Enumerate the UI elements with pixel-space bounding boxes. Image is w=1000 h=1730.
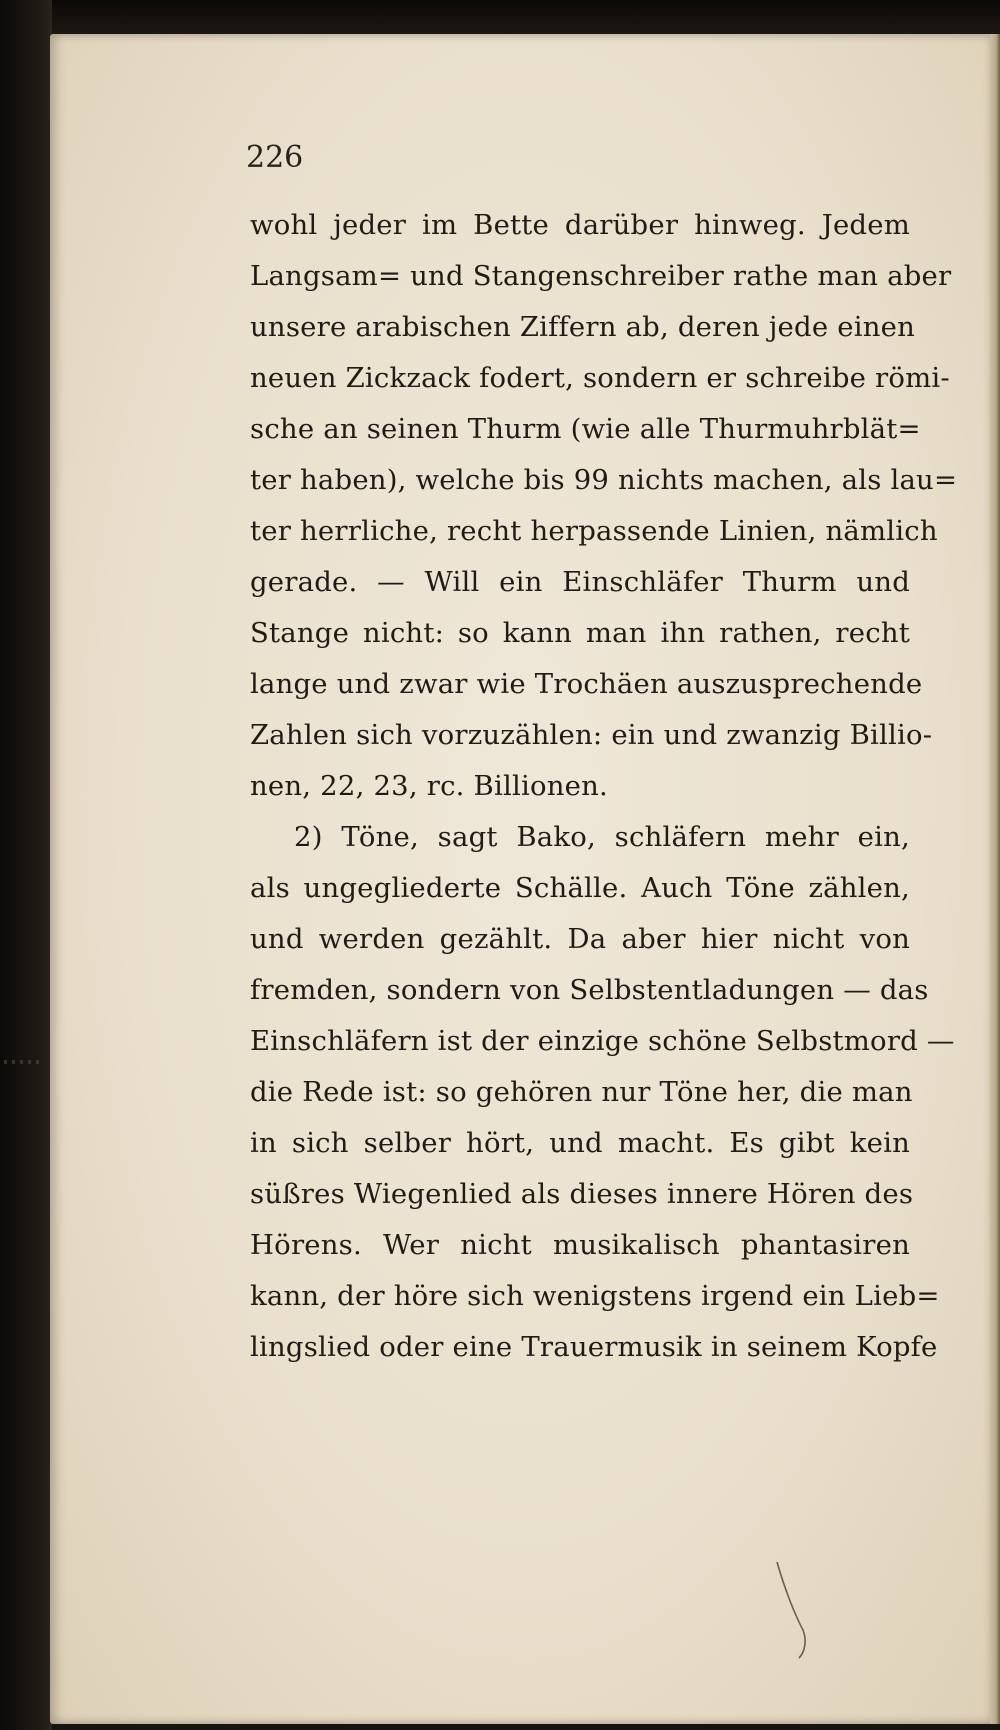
text-line: Hörens. Wer nicht musikalisch phantasiren — [250, 1229, 910, 1261]
text-line: 2) Töne, sagt Bako, schläfern mehr ein, — [294, 821, 910, 853]
text-line: kann, der höre sich wenigstens irgend ein Lieb= — [250, 1280, 940, 1312]
text-line: ter herrliche, recht herpassende Linien, nämlich — [250, 515, 938, 547]
text-line: Einschläfern ist der einzige schöne Selbstmord — — [250, 1025, 955, 1057]
text-line: in sich selber hört, und macht. Es gibt kein — [250, 1127, 910, 1159]
text-line: süßres Wiegenlied als dieses innere Hören des — [250, 1178, 914, 1210]
text-line: unsere arabischen Ziffern ab, deren jede einen — [250, 311, 916, 343]
text-line: ter haben), welche bis 99 nichts machen, als lau= — [250, 464, 958, 496]
body-text — [250, 200, 958, 1373]
text-line: Stange nicht: so kann man ihn rathen, recht — [250, 617, 910, 649]
page-edge — [990, 34, 1000, 1724]
text-line: lange und zwar wie Trochäen auszusprechende — [250, 668, 923, 700]
text-line: Langsam= und Stangenschreiber rathe man aber — [250, 260, 952, 292]
text-line: nen, 22, 23, rc. Billionen. — [250, 770, 608, 802]
cover-dotted-edge — [4, 1060, 44, 1064]
text-line: wohl jeder im Bette darüber hinweg. Jedem — [250, 209, 910, 241]
text-line: sche an seinen Thurm (wie alle Thurmuhrblät= — [250, 413, 921, 445]
text-line: Zahlen sich vorzuzählen: ein und zwanzig Billio- — [250, 719, 933, 751]
page-crease-mark — [775, 1560, 815, 1660]
text-line: fremden, sondern von Selbstentladungen — das — [250, 974, 929, 1006]
text-line: und werden gezählt. Da aber hier nicht von — [250, 923, 910, 955]
text-line: lingslied oder eine Trauermusik in seinem Kopfe — [250, 1331, 938, 1363]
text-line: die Rede ist: so gehören nur Töne her, die man — [250, 1076, 913, 1108]
text-line: neuen Zickzack fodert, sondern er schreibe römi- — [250, 362, 950, 394]
text-line: gerade. — Will ein Einschläfer Thurm und — [250, 566, 910, 598]
page-number: 226 — [246, 140, 304, 175]
book-spine — [0, 0, 52, 1730]
text-line: als ungegliederte Schälle. Auch Töne zählen, — [250, 872, 910, 904]
